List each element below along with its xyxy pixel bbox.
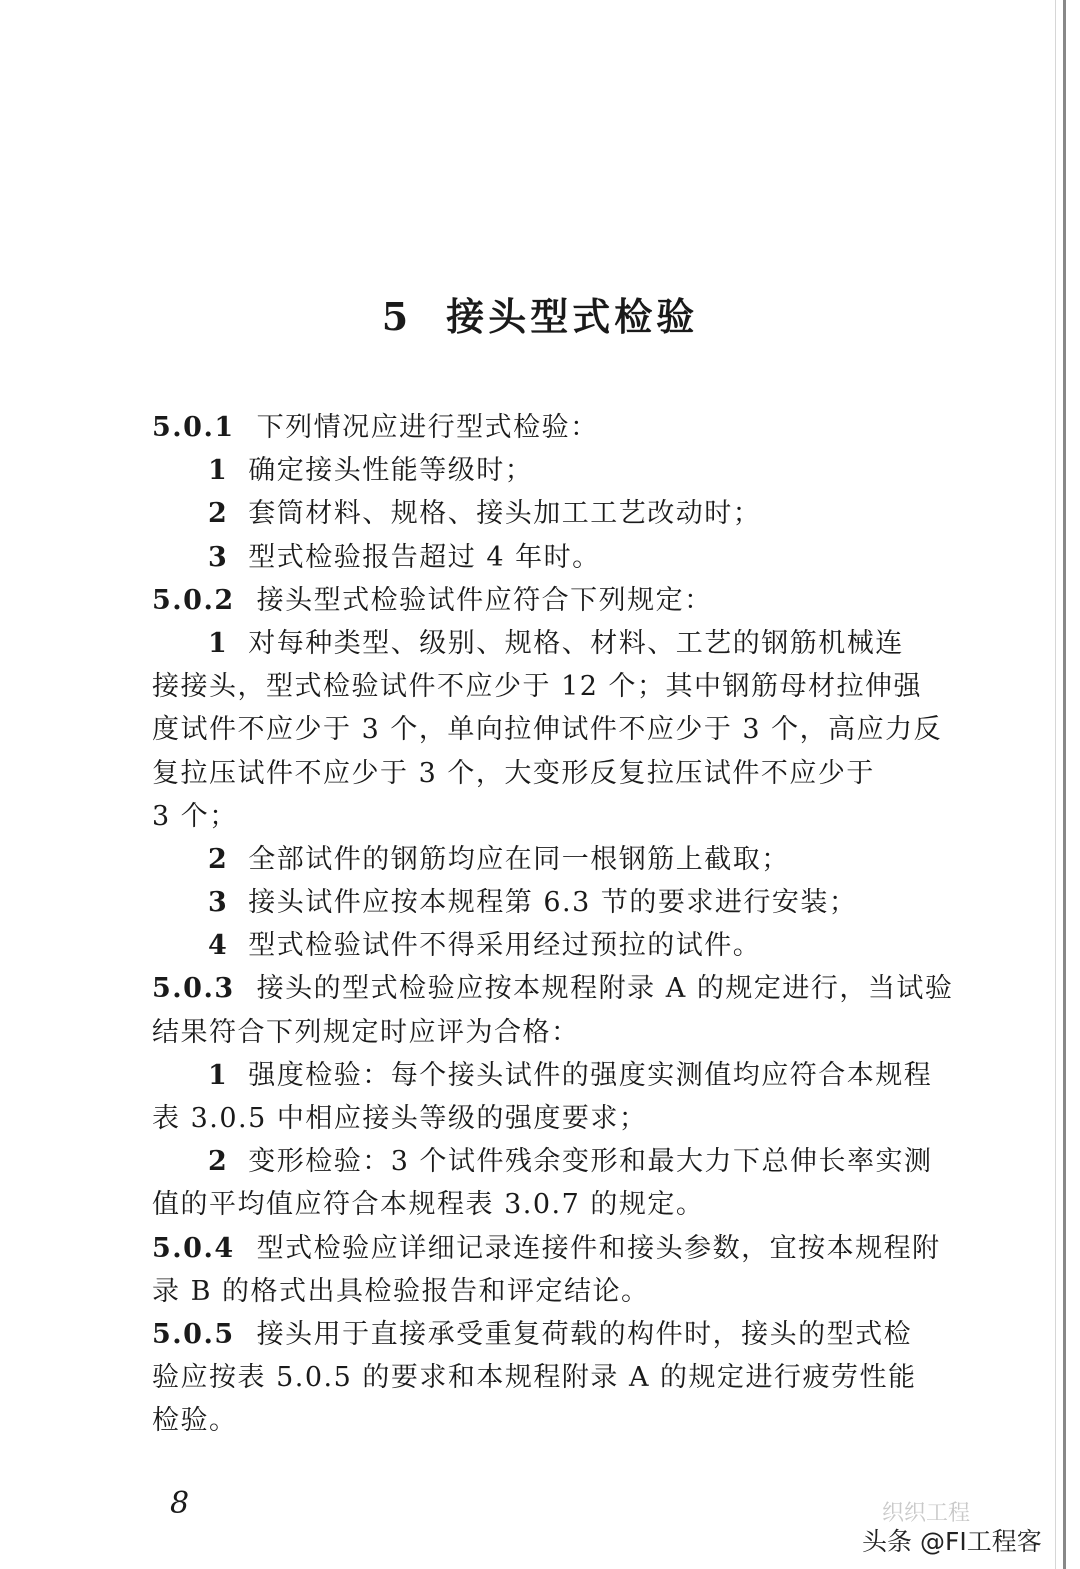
item-number: 1 <box>208 627 229 659</box>
item-number: 1 <box>208 455 229 487</box>
clause-line <box>152 1227 964 1270</box>
text-line <box>152 1270 964 1313</box>
page-edge-line <box>1055 0 1056 1569</box>
text-line <box>152 1399 964 1442</box>
line-text: 接头用于直接承受重复荷载的构件时，接头的型式检 <box>256 1318 913 1350</box>
text-line <box>152 752 964 795</box>
line-text: 下列情况应进行型式检验： <box>256 412 599 443</box>
item-number: 3 <box>208 541 229 573</box>
line-text: 型式检验应详细记录连接件和接头参数，宜按本规程附 <box>256 1232 941 1264</box>
line-text: 对每种类型、级别、规格、材料、工艺的钢筋机械连 <box>248 627 904 659</box>
clause-number: 5.0.4 <box>152 1232 235 1264</box>
clause-line <box>152 406 964 449</box>
chapter-title <box>0 286 1080 341</box>
clause-number: 5.0.5 <box>152 1318 235 1350</box>
chapter-number: 5 <box>381 294 413 339</box>
line-text: 型式检验试件不得采用经过预拉的试件。 <box>248 930 762 962</box>
text-line <box>152 665 964 708</box>
clause-line <box>152 967 964 1010</box>
item-line <box>152 492 964 535</box>
item-line <box>152 622 964 665</box>
document-body <box>152 406 964 1443</box>
watermark-faint-text: 织织工程 <box>882 1501 971 1526</box>
item-line <box>152 449 964 492</box>
item-number: 3 <box>208 887 229 919</box>
item-line <box>152 536 964 579</box>
text-line <box>152 795 964 838</box>
line-text: 3 个； <box>152 800 238 832</box>
text-line <box>152 1011 964 1054</box>
clause-line <box>152 1313 964 1356</box>
item-number: 2 <box>208 498 229 530</box>
item-line <box>152 838 964 881</box>
line-text: 结果符合下列规定时应评为合格： <box>152 1016 580 1048</box>
item-number: 2 <box>208 843 229 875</box>
clause-number: 5.0.1 <box>152 412 235 443</box>
chapter-title-text: 接头型式检验 <box>446 294 699 339</box>
page-edge-shadow <box>1063 0 1066 1569</box>
text-line <box>152 1097 964 1140</box>
item-line <box>152 881 964 924</box>
page-number: 8 <box>170 1486 190 1521</box>
line-text: 接头型式检验试件应符合下列规定： <box>256 584 713 616</box>
item-number: 2 <box>208 1146 229 1178</box>
line-text: 表 3.0.5 中相应接头等级的强度要求； <box>152 1103 648 1134</box>
item-line <box>152 1140 964 1183</box>
line-text: 检验。 <box>152 1405 238 1437</box>
item-number: 4 <box>208 930 229 962</box>
line-text: 套筒材料、规格、接头加工工艺改动时； <box>248 498 762 530</box>
source-watermark: 头条 @FI工程客 <box>862 1527 1042 1556</box>
line-text: 度试件不应少于 3 个，单向拉伸试件不应少于 3 个，高应力反 <box>152 714 943 746</box>
line-text: 值的平均值应符合本规程表 3.0.7 的规定。 <box>152 1189 705 1221</box>
clause-number: 5.0.3 <box>152 973 235 1005</box>
clause-line <box>152 579 964 622</box>
item-number: 1 <box>208 1059 229 1091</box>
line-text: 录 B 的格式出具检验报告和评定结论。 <box>152 1275 650 1307</box>
item-line <box>152 924 964 967</box>
line-text: 变形检验：3 个试件残余变形和最大力下总伸长率实测 <box>248 1146 933 1178</box>
text-line <box>152 1356 964 1399</box>
item-line <box>152 1054 964 1097</box>
line-text: 接头试件应按本规程第 6.3 节的要求进行安装； <box>248 887 858 919</box>
line-text: 复拉压试件不应少于 3 个，大变形反复拉压试件不应少于 <box>152 757 875 789</box>
clause-number: 5.0.2 <box>152 584 235 616</box>
line-text: 接头的型式检验应按本规程附录 A 的规定进行，当试验 <box>256 973 954 1005</box>
line-text: 强度检验：每个接头试件的强度实测值均应符合本规程 <box>248 1059 933 1091</box>
line-text: 全部试件的钢筋均应在同一根钢筋上截取； <box>248 843 790 875</box>
text-line <box>152 1183 964 1226</box>
line-text: 接接头，型式检验试件不应少于 12 个；其中钢筋母材拉伸强 <box>152 671 923 703</box>
text-line <box>152 708 964 751</box>
line-text: 确定接头性能等级时； <box>248 455 534 487</box>
line-text: 型式检验报告超过 4 年时。 <box>248 541 601 573</box>
line-text: 验应按表 5.0.5 的要求和本规程附录 A 的规定进行疲劳性能 <box>152 1362 917 1394</box>
